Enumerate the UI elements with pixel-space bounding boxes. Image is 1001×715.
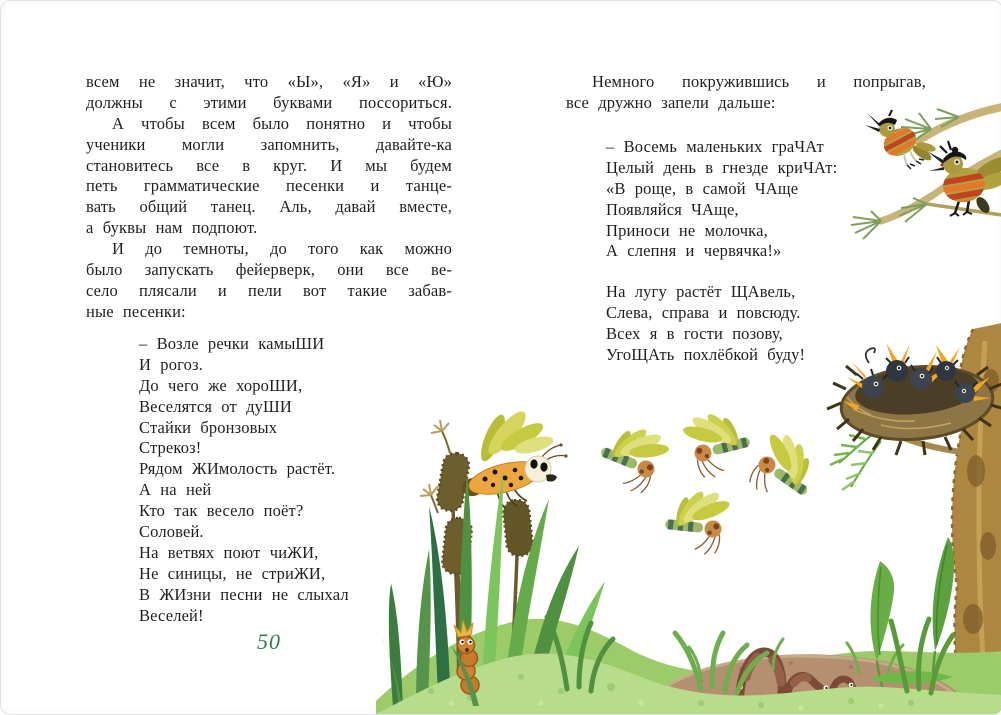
- text-line: «В роще, в самой ЧАще: [606, 178, 799, 198]
- text-line: До чего же хороШИ,: [139, 375, 303, 395]
- text-line: вать общий танец. Аль, давай вместе,: [86, 197, 452, 217]
- text-line: Слева, справа и повсюду.: [606, 302, 801, 322]
- text-line: А чтобы всем было понятно и чтобы: [112, 113, 452, 133]
- text-line: И до темноты, до того как можно: [112, 239, 452, 259]
- text-line: ученики могли запомнить, давайте-ка: [86, 134, 452, 154]
- text-line: УгоЩАть похлёбкой буду!: [606, 344, 806, 364]
- text-line: Не синицы, не стриЖИ,: [139, 563, 326, 583]
- text-line: В ЖИзни песни не слыхал: [139, 584, 349, 604]
- text-line: а буквы нам подпоют.: [86, 218, 258, 238]
- text-line: Кто так весело поёт?: [139, 501, 304, 521]
- text-line: должны с этими буквами поссориться.: [86, 92, 452, 112]
- right-page-prose: [566, 72, 926, 114]
- text-line: петь грамматические песенки и танце-: [86, 176, 452, 196]
- text-line: Всех я в гости позову,: [606, 323, 783, 343]
- page-number: 50: [257, 629, 281, 654]
- text-line: село плясали и пели вот такие забав-: [86, 280, 452, 300]
- text-line: Веселей!: [139, 605, 204, 625]
- text-line: – Восемь маленьких граЧАт: [606, 137, 824, 156]
- text-line: И рогоз.: [139, 354, 203, 374]
- right-page-poem-2: [606, 282, 805, 366]
- left-page-prose: [86, 72, 452, 323]
- text-line: На лугу растёт ЩАвель,: [606, 282, 796, 301]
- text-line: А слепня и червячка!»: [606, 241, 782, 261]
- text-line: Целый день в гнезде криЧАт:: [606, 157, 838, 177]
- text-line: Соловей.: [139, 522, 204, 542]
- text-line: Веселятся от дуШИ: [139, 396, 292, 416]
- text-line: Появляйся ЧАще,: [606, 199, 739, 219]
- text-line: Приноси не молочка,: [606, 220, 768, 240]
- text-line: – Возле речки камыШИ: [139, 334, 325, 353]
- text-line: Немного покружившись и попрыгав,: [592, 72, 926, 91]
- text-line: Стрекоз!: [139, 438, 202, 458]
- spotted-dragonfly-bug: [460, 407, 567, 508]
- text-line: всем не значит, что «Ы», «Я» и «Ю»: [86, 72, 452, 91]
- text-line: На ветвях поют чиЖИ,: [139, 542, 319, 562]
- right-page-poem-1: [606, 137, 837, 262]
- left-page-poem: [139, 334, 349, 626]
- text-line: было запускать фейерверк, они все ве-: [86, 260, 452, 280]
- text-line: все дружно запели дальше:: [566, 92, 776, 112]
- text-line: Стайки бронзовых: [139, 417, 278, 437]
- text-line: становитесь все в круг. И мы будем: [86, 155, 452, 175]
- flying-dragonflies: [592, 402, 830, 557]
- text-line: Рядом ЖИмолость растёт.: [139, 459, 336, 479]
- text-line: ные песенки:: [86, 301, 186, 321]
- arrowhead-leaves: [869, 537, 954, 701]
- text-line: А на ней: [139, 480, 212, 500]
